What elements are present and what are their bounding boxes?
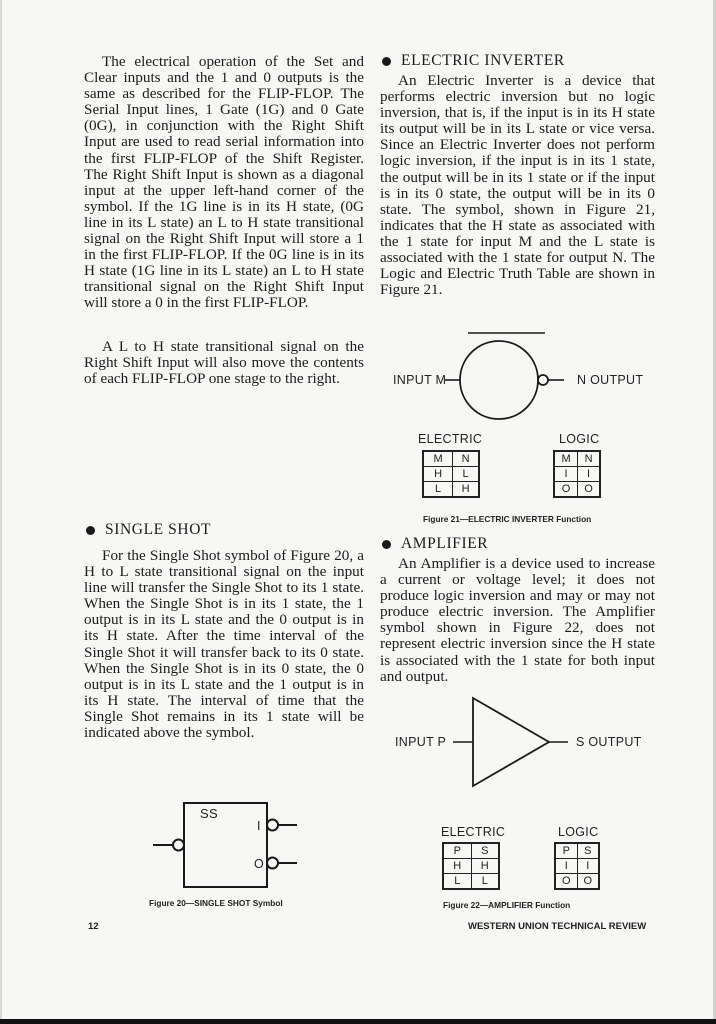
single-shot-heading-text: SINGLE SHOT	[105, 521, 212, 538]
table-row	[443, 874, 499, 890]
table-row	[554, 467, 600, 482]
intro-paragraph-1: The electrical operation of the Set and Clear inputs and the 1 and 0 outputs is the same as described for the FLIP-FLOP. The Serial Input lines, 1 Gate (1G) and 0 Gate (0G), in conjunction with the Right Shift Input are used to read serial information into the first FLIP-FLOP of the Shift Register. The Right Shift Input is shown as a diagonal input at the upper left-hand corner of the symbol. If the 1G line is in its H state, (0G line in its L state) an L to H state transitional signal on the Right Shift Input will store a 1 in the first FLIP-FLOP. If the 0G line is in its H state (1G line in its L state) an L to H state transitional signal on the Right Shift Input will store a 0 in the first FLIP-FLOP.	[84, 53, 364, 312]
table-cell: L	[423, 482, 453, 498]
table-row	[443, 843, 499, 859]
table-cell: I	[555, 859, 577, 874]
table-row	[423, 451, 479, 467]
table-cell: M	[554, 451, 578, 467]
table-cell: H	[443, 859, 471, 874]
figure-20-output-1-label: I	[257, 819, 261, 833]
table-cell: P	[443, 843, 471, 859]
figure-22-input-label: INPUT P	[395, 735, 447, 749]
table-cell: N	[453, 451, 479, 467]
amplifier-paragraph: An Amplifier is a device used to increase a current or voltage level; it does not produce logic inversion and may or may not produce electric inversion. The Amplifier symbol shown in Figure 22, does not represent electric inversion since the H state is associated with the 1 state for both input and output.	[380, 555, 655, 685]
table-cell: L	[471, 874, 499, 890]
table-cell: I	[577, 859, 599, 874]
table-row	[443, 859, 499, 874]
figure-20-single-shot-symbol	[150, 800, 310, 900]
figure-22-output-label: S OUTPUT	[576, 735, 642, 749]
figure-21-logic-title: LOGIC	[559, 432, 600, 446]
table-row	[423, 467, 479, 482]
intro-paragraph-2: A L to H state transitional signal on the Right Shift Input will also move the contents of each FLIP-FLOP one stage to the right.	[84, 338, 364, 388]
table-row	[554, 482, 600, 498]
table-cell: P	[555, 843, 577, 859]
table-cell: L	[443, 874, 471, 890]
figure-20-box-label: SS	[200, 806, 218, 821]
bullet-icon	[382, 57, 391, 66]
table-cell: O	[577, 874, 599, 890]
figure-22-electric-title: ELECTRIC	[441, 825, 506, 839]
publication-footer: WESTERN UNION TECHNICAL REVIEW	[468, 921, 647, 932]
table-cell: H	[423, 467, 453, 482]
electric-inverter-heading-text: ELECTRIC INVERTER	[401, 52, 565, 69]
table-cell: M	[423, 451, 453, 467]
figure-21-caption: Figure 21—ELECTRIC INVERTER Function	[423, 514, 592, 524]
page-number: 12	[88, 921, 99, 932]
table-cell: N	[578, 451, 600, 467]
single-shot-heading	[86, 521, 211, 539]
table-cell: O	[578, 482, 600, 498]
table-cell: L	[453, 467, 479, 482]
scan-bottom-edge	[0, 1019, 716, 1024]
figure-21-input-label: INPUT M	[393, 373, 447, 387]
figure-20-caption: Figure 20—SINGLE SHOT Symbol	[149, 898, 283, 908]
bullet-icon	[382, 540, 391, 549]
table-row	[554, 451, 600, 467]
table-cell: S	[577, 843, 599, 859]
figure-21-electric-table	[422, 450, 480, 498]
table-row	[555, 859, 599, 874]
bullet-icon	[86, 526, 95, 535]
electric-inverter-heading	[382, 52, 565, 70]
figure-21-logic-table	[553, 450, 601, 498]
table-cell: O	[554, 482, 578, 498]
figure-22-electric-table	[442, 842, 500, 890]
table-row	[423, 482, 479, 498]
figure-22-logic-table	[554, 842, 600, 890]
figure-22-amplifier-symbol	[450, 695, 580, 795]
electric-inverter-paragraph: An Electric Inverter is a device that performs electric inversion but no logic inversion, that is, if the input is in its H state its output will be in its L state or vice versa. Since an Electric Inverter does not perform logic inversion, if the input is in its 1 state, the output will be in its 1 state or if the input is in its 0 state, the output will be in its 0 state. The symbol, shown in Figure 21, indicates that the H state as associated with the 1 state for input M and the L state is associated with the 1 state for output N. The Logic and Electric Truth Table are shown in Figure 21.	[380, 72, 655, 299]
table-cell: O	[555, 874, 577, 890]
page-left-edge	[0, 0, 2, 1024]
figure-21-electric-title: ELECTRIC	[418, 432, 483, 446]
table-cell: S	[471, 843, 499, 859]
figure-21-output-label: N OUTPUT	[577, 373, 644, 387]
amplifier-heading	[382, 535, 488, 553]
amplifier-heading-text: AMPLIFIER	[401, 535, 489, 552]
figure-20-output-0-label: O	[254, 857, 265, 871]
table-row	[555, 874, 599, 890]
table-row	[555, 843, 599, 859]
table-cell: I	[554, 467, 578, 482]
figure-22-caption: Figure 22—AMPLIFIER Function	[443, 900, 571, 910]
table-cell: H	[471, 859, 499, 874]
table-cell: I	[578, 467, 600, 482]
single-shot-paragraph: For the Single Shot symbol of Figure 20, a H to L state transitional signal on the input line will transfer the Single Shot to its 1 state. When the Single Shot is in its 1 state, the 1 output is in its L state and the 0 output is in its H state. After the time interval of the Single Shot it will transfer back to its 0 state. When the Single Shot is in its 0 state, the 0 output is in its L state and the 1 output is in its H state. The interval of time that the Single Shot remains in its 1 state will be indicated above the symbol.	[84, 547, 364, 742]
figure-22-logic-title: LOGIC	[558, 825, 599, 839]
table-cell: H	[453, 482, 479, 498]
